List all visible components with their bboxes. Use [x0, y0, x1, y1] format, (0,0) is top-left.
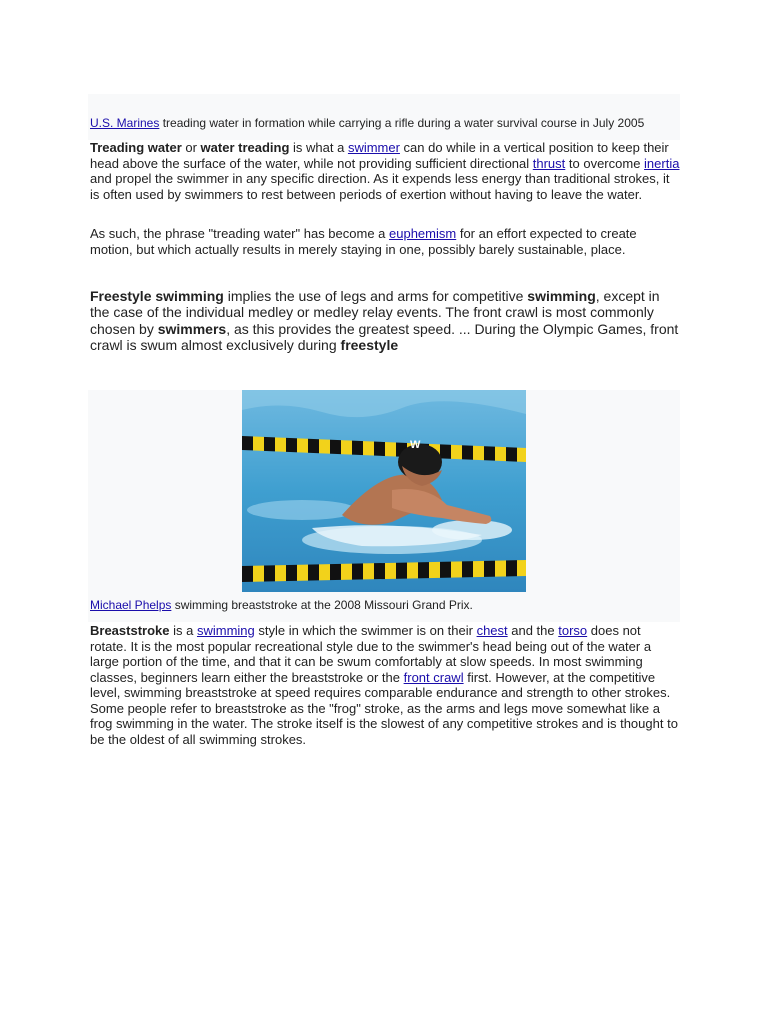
term-freestyle-swimming: Freestyle swimming — [90, 288, 224, 304]
link-chest[interactable]: chest — [476, 623, 508, 638]
caption-text: treading water in formation while carrying a rifle during a water survival course in July 2005 — [159, 116, 645, 130]
text: is a — [169, 623, 197, 638]
caption-text: swimming breaststroke at the 2008 Missouri Grand Prix. — [171, 598, 473, 612]
term-freestyle: freestyle — [340, 337, 399, 354]
text: is what a — [289, 140, 348, 155]
text: , as this provides the greatest speed. ... During the Olympic Games, front crawl is swum almost exclusively during — [90, 320, 679, 354]
paragraph-euphemism — [90, 226, 680, 257]
paragraph-breaststroke — [90, 623, 680, 747]
paragraph-freestyle — [90, 288, 680, 354]
text: implies the use of legs and arms for competitive — [223, 288, 528, 304]
text: style in which the swimmer is on their — [254, 623, 477, 638]
text: and propel the swimmer in any specific direction. As it expends less energy than traditional strokes, it is often used by swimmers to rest between periods of exertion without having to leave the water. — [90, 171, 670, 202]
term-swimmers: swimmers — [157, 320, 227, 337]
caption-marines — [90, 116, 680, 130]
text: first. However, at the competitive level, swimming breaststroke at speed requires comparable endurance and strength to other strokes. Some people refer to breaststroke as the "frog" stroke, as the arms and legs move somewhat like a frog swimming in the water. The stroke itself is the slowest of any competitive strokes and is thought to be the oldest of all swimming strokes. — [90, 669, 678, 747]
link-michael-phelps[interactable]: Michael Phelps — [90, 598, 172, 612]
link-inertia[interactable]: inertia — [644, 155, 680, 171]
link-us-marines[interactable]: U.S. Marines — [90, 116, 160, 130]
text: and the — [507, 623, 559, 638]
text: , except in the case of the individual medley or medley relay events. The front crawl is most commonly chosen by — [90, 288, 660, 337]
text: does not rotate. It is the most popular recreational style due to the swimmer's head being out of the water a large portion of the time, and that it can be swum comfortably at slow speeds. In most swimming classes, beginners learn either the breaststroke or the — [90, 623, 652, 685]
text: or — [181, 140, 201, 155]
link-swimmer[interactable]: swimmer — [347, 140, 400, 155]
term-water-treading: water treading — [200, 140, 290, 155]
link-torso[interactable]: torso — [558, 623, 588, 638]
swimmer-photo — [242, 390, 526, 592]
link-thrust[interactable]: thrust — [532, 155, 566, 171]
text: for an effort expected to create motion, but which actually results in merely staying in one, possibly barely sustainable, place. — [90, 226, 637, 257]
link-euphemism[interactable]: euphemism — [389, 226, 457, 241]
caption-phelps — [90, 598, 680, 612]
link-front-crawl[interactable]: front crawl — [403, 669, 464, 685]
link-swimming[interactable]: swimming — [196, 623, 255, 638]
text: As such, the phrase "treading water" has become a — [90, 226, 390, 241]
swimmer-photo-illustration — [242, 390, 526, 592]
term-treading-water: Treading water — [90, 140, 182, 155]
paragraph-treading-water — [90, 140, 680, 202]
text: can do while in a vertical position to keep their head above the surface of the water, while not providing sufficient directional — [90, 140, 669, 171]
text: to overcome — [565, 155, 645, 171]
svg-text:W: W — [410, 439, 421, 451]
term-breaststroke: Breaststroke — [90, 623, 170, 638]
term-swimming: swimming — [527, 288, 596, 304]
